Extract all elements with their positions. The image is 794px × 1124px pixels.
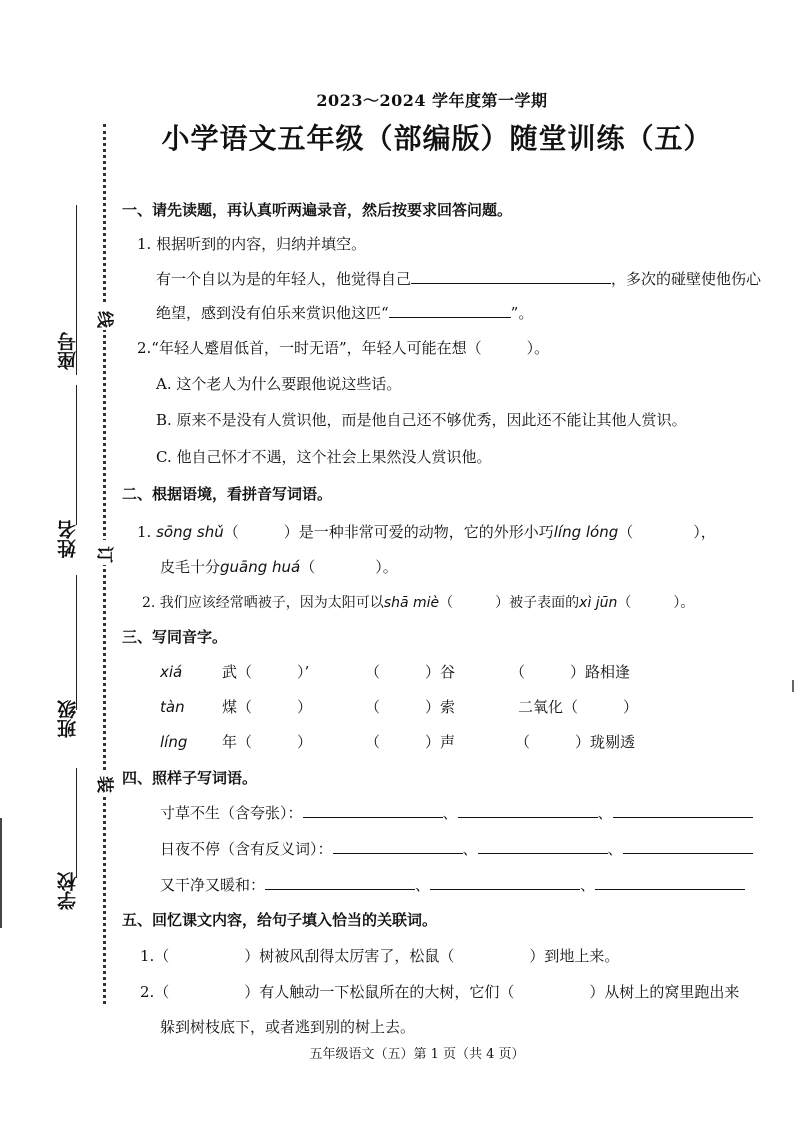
s1-q1-line1 (156, 269, 761, 289)
s1-option-b: B. 原来不是没有人赏识他，而是他自己还不够优秀，因此还不能让其他人赏识。 (156, 411, 687, 429)
s1-option-c: C. 他自己怀才不遇，这个社会上果然没人赏识他。 (156, 448, 492, 466)
answer-blank[interactable] (623, 839, 753, 854)
s4-label-1: 寸草不生（含夸张）： (160, 804, 303, 822)
pinyin-guanghua: guāng huá (220, 558, 301, 576)
s1-q2-stem: 2.“年轻人蹙眉低首，一时无语”，年轻人可能在想（ ）。 (137, 339, 550, 357)
section-4-heading: 四、照样子写词语。 (122, 769, 258, 787)
s3-tan-3: 二氧化（ ） (518, 698, 639, 716)
s3-tan-2: （ ）索 (365, 698, 456, 716)
s3-xia-3: （ ）路相逢 (510, 663, 631, 681)
answer-blank[interactable] (265, 875, 415, 890)
s3-ling-2: （ ）声 (365, 733, 456, 751)
s5-q2-continued: 躲到树枝底下，或者逃到别的树上去。 (160, 1018, 416, 1036)
edge-scan-mark (0, 818, 8, 928)
separator: 、 (462, 840, 478, 858)
s1-q1-text-a: 有一个自以为是的年轻人，他觉得自己 (156, 270, 412, 288)
page-title: 小学语文五年级（部编版）随堂训练（五） (161, 122, 713, 155)
s3-pinyin-ling: líng (160, 733, 188, 751)
separator: 、 (597, 804, 613, 822)
class-label: 班级 (57, 700, 79, 738)
s2-text-c: （ ）， (618, 523, 716, 541)
answer-blank[interactable] (613, 803, 753, 818)
pinyin-songshu: sōng shǔ (156, 523, 224, 541)
s2-num: 1. (137, 523, 157, 541)
answer-blank[interactable] (389, 303, 511, 318)
s2-text-e: （ ）。 (300, 558, 398, 576)
s2-text-b: （ ）是一种非常可爱的动物，它的外形小巧 (223, 523, 554, 541)
s1-q1-line2 (156, 303, 533, 323)
s2-text-g: （ ）被子表面的 (439, 595, 580, 611)
answer-blank[interactable] (303, 803, 443, 818)
s5-q1: 1.（ ）树被风刮得太厉害了，松鼠（ ）到地上来。 (140, 947, 620, 965)
answer-blank[interactable] (595, 875, 745, 890)
seat-label: 座号 (57, 332, 79, 370)
separator: 、 (607, 840, 623, 858)
s3-ling-3: （ ）珑剔透 (515, 733, 636, 751)
binding-mark-zhuang: 装 (93, 770, 118, 795)
s3-xia-1: 武（ ）’ (222, 663, 310, 681)
s4-label-3: 又干净又暖和： (160, 876, 266, 894)
section-3-heading: 三、写同音字。 (122, 628, 228, 646)
term-heading: 2023～2024 学年度第一学期 (316, 91, 548, 110)
section-1-heading: 一、请先读题，再认真听两遍录音，然后按要求回答问题。 (122, 201, 513, 219)
s1-q1-stem: 1. 根据听到的内容，归纳并填空。 (137, 235, 367, 253)
s4-row2 (160, 839, 753, 859)
name-label: 姓名 (57, 520, 79, 558)
pinyin-xijun: xì jūn (579, 595, 618, 611)
s3-ling-1: 年（ ） (222, 733, 313, 751)
s3-pinyin-xia: xiá (160, 663, 183, 681)
pinyin-linglong: líng lóng (553, 523, 619, 541)
s4-label-2: 日夜不停（含有反义词）： (160, 840, 333, 858)
school-label: 学校 (57, 872, 79, 910)
answer-blank[interactable] (411, 269, 611, 284)
s2-text-h: （ ）。 (617, 595, 695, 611)
s1-q1-text-b: ，多次的碰壁使他伤心 (611, 270, 762, 288)
binding-mark-ding: 订 (93, 540, 118, 565)
s3-pinyin-tan: tàn (160, 698, 185, 716)
s2-text-d: 皮毛十分 (160, 558, 221, 576)
separator: 、 (415, 876, 431, 894)
name-line (76, 385, 77, 525)
s3-xia-2: （ ）谷 (365, 663, 456, 681)
s5-q2: 2.（ ）有人触动一下松鼠所在的大树，它们（ ）从树上的窝里跑出来 (140, 983, 740, 1001)
answer-blank[interactable] (458, 803, 598, 818)
class-line (76, 575, 77, 710)
s2-line2 (160, 557, 398, 577)
s2-line3 (142, 593, 694, 613)
s2-text-f: 2. 我们应该经常晒被子，因为太阳可以 (142, 595, 384, 611)
separator: 、 (442, 804, 458, 822)
section-5-heading: 五、回忆课文内容，给句子填入恰当的关联词。 (122, 911, 438, 929)
page-footer: 五年级语文（五）第 1 页（共 4 页） (309, 1047, 525, 1062)
s1-option-a: A. 这个老人为什么要跟他说这些话。 (156, 375, 402, 393)
binding-mark-line: 线 (93, 305, 118, 330)
school-line (76, 768, 77, 878)
s1-q1-text-c: 绝望，感到没有伯乐来赏识他这匹“ (156, 304, 389, 322)
section-2-heading: 二、根据语境，看拼音写词语。 (122, 485, 333, 503)
answer-blank[interactable] (478, 839, 608, 854)
s2-line1 (137, 522, 716, 542)
s4-row1 (160, 803, 753, 823)
separator: 、 (580, 876, 596, 894)
s1-q1-text-d: ”。 (510, 304, 534, 322)
s3-tan-1: 煤（ ） (222, 698, 313, 716)
s4-row3 (160, 875, 745, 895)
answer-blank[interactable] (430, 875, 580, 890)
answer-blank[interactable] (333, 839, 463, 854)
pinyin-shamie: shā miè (383, 595, 440, 611)
edge-scan-mark-right (788, 680, 794, 692)
